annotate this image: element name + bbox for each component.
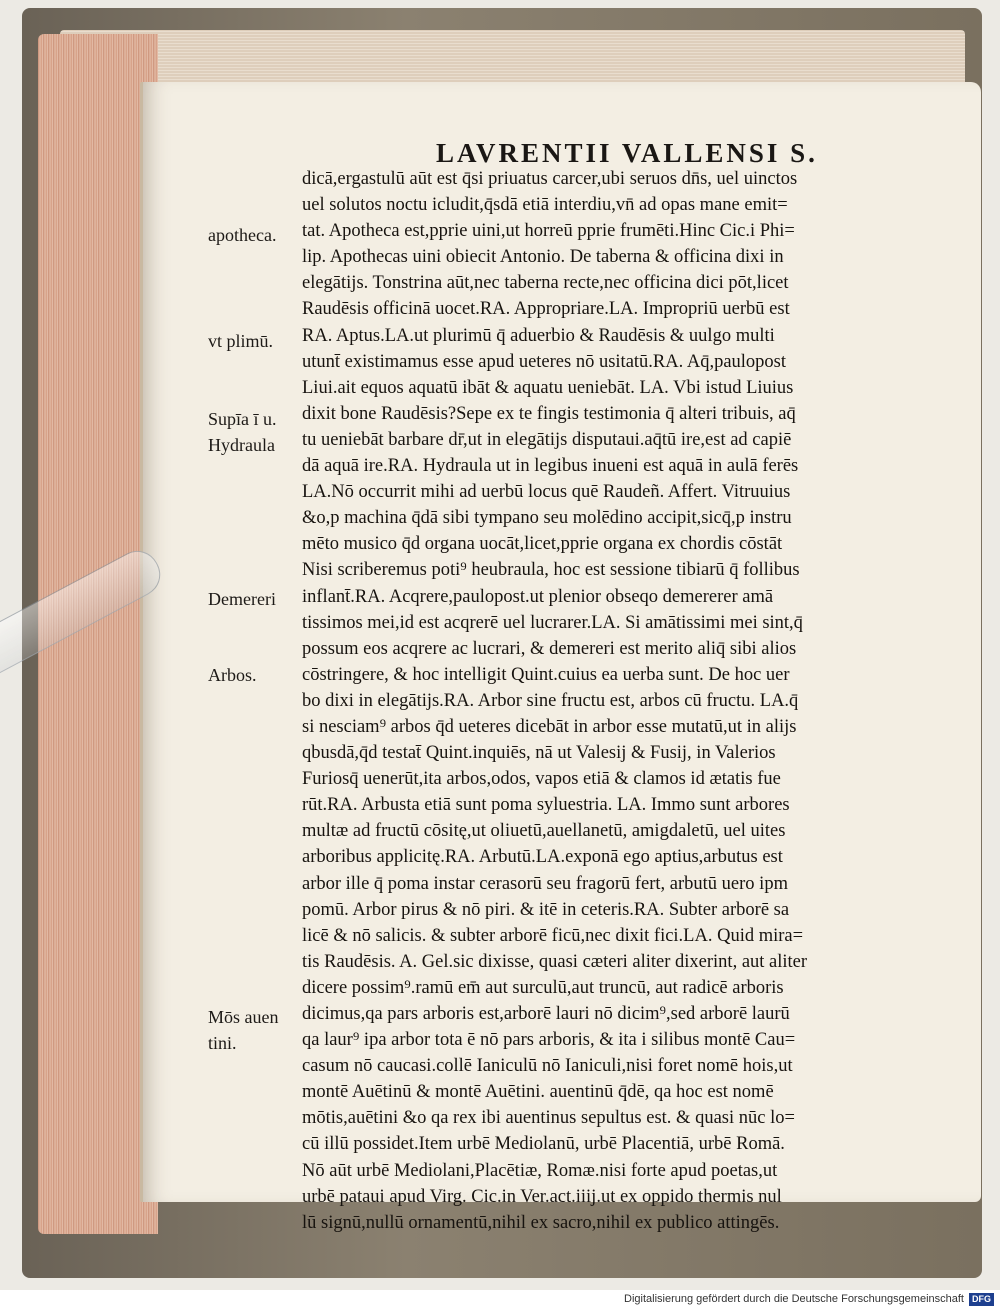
text-line: si nesciam⁹ arbos q̄d ueteres dicebāt in arbor esse mutatū,ut in alijs bbox=[302, 716, 797, 737]
margin-note-arbos: Arbos. bbox=[208, 665, 257, 685]
dfg-logo: DFG bbox=[969, 1293, 994, 1306]
margin-note-demereri: Demereri bbox=[208, 589, 276, 609]
text-line: Liui.ait equos aquatū ibāt & aquatu ueniebāt. LA. Vbi istud Liuius bbox=[302, 377, 794, 398]
text-line: dā aquā ire.RA. Hydraula ut in legibus inueni est aquā in aulā ferēs bbox=[302, 456, 799, 477]
text-line: bo dixi in elegātijs.RA. Arbor sine fructu est, arbos cū fructu. LA.q̄ bbox=[302, 690, 799, 711]
text-line: arbor ille q̄ poma instar cerasorū seu fragorū fert, arbutū uero ipm bbox=[302, 873, 788, 894]
text-line: LA.Nō occurrit mihi ad uerbū locus quē Raudeñ. Affert. Vitruuius bbox=[302, 482, 791, 503]
text-line: mēto musico q̄d organa uocāt,licet,pprie organa ex chordis cōstāt bbox=[302, 534, 783, 555]
text-line: cū illū possidet.Item urbē Mediolanū, urbē Placentiā, urbē Romā. bbox=[302, 1134, 785, 1155]
text-line: dicere possim⁹.ramū em̄ aut surculū,aut truncū, aut radicē arboris bbox=[302, 977, 784, 998]
margin-note-supiaiu: Supīa ī u. bbox=[208, 409, 277, 429]
text-line: RA. Aptus.LA.ut plurimū q̄ aduerbio & Raudēsis & uulgo multi bbox=[302, 325, 775, 346]
margin-note-vt-plimu: vt plimū. bbox=[208, 331, 274, 351]
text-line: Furiosq̄ uenerūt,ita arbos,odos, vapos etiā & clamos id ætatis fue bbox=[302, 769, 781, 790]
text-line: possum eos acqrere ac lucrari, & demereri est merito aliq̄ sibi alios bbox=[302, 638, 797, 659]
text-line: urbē pataui apud Virg. Cic.in Ver.act.iiij.ut ex oppido thermis nul bbox=[302, 1186, 782, 1207]
text-line: tissimos mei,id est acqrerē uel lucrarer.LA. Si amātissimi mei sint,q̄ bbox=[302, 612, 803, 633]
text-line: qa laur⁹ ipa arbor tota ē nō pars arboris, & ita i silibus montē Cau= bbox=[302, 1030, 796, 1051]
text-line: qbusdā,q̄d testat̄ Quint.inquiēs, nā ut Valesij & Fusij, in Valerios bbox=[302, 743, 776, 764]
text-line: utunt̄ existimamus esse apud ueteres nō usitatū.RA. Aq̄,paulopost bbox=[302, 351, 787, 372]
text-line: montē Auētinū & montē Auētini. auentinū q̄dē, qa hoc est nomē bbox=[302, 1082, 774, 1103]
text-line: uel solutos noctu icludit,q̄sdā etiā interdiu,vn̄ ad opas mane emit= bbox=[302, 195, 788, 216]
text-line: casum nō caucasi.collē Ianiculū nō Ianiculi,nisi foret nomē hois,ut bbox=[302, 1056, 793, 1077]
footer-bar bbox=[0, 1290, 1000, 1309]
footer-credit: Digitalisierung gefördert durch die Deutsche Forschungsgemeinschaft bbox=[624, 1293, 964, 1305]
text-line: licē & nō salicis. & subter arborē ficū,nec dixit fici.LA. Quid mira= bbox=[302, 925, 804, 946]
margin-note-hydraula: Hydraula bbox=[208, 435, 275, 455]
text-line: tis Raudēsis. A. Gel.sic dixisse, quasi cæteri aliter dixerint, aut aliter bbox=[302, 951, 808, 972]
text-line: lū signū,nullū ornamentū,nihil ex sacro,nihil ex publico attingēs. bbox=[302, 1212, 780, 1233]
text-line: lip. Apothecas uini obiecit Antonio. De taberna & officina dixi in bbox=[302, 247, 784, 268]
text-line: tat. Apotheca est,pprie uini,ut horreū pprie frumēti.Hinc Cic.i Phi= bbox=[302, 221, 795, 242]
text-line: Nō aūt urbē Mediolani,Placētiæ, Romæ.nisi forte apud poetas,ut bbox=[302, 1160, 778, 1181]
text-line: pomū. Arbor pirus & nō piri. & itē in ceteris.RA. Subter arborē sa bbox=[302, 899, 790, 920]
text-line: multæ ad fructū cōsitę,ut oliuetū,auellanetū, amigdaletū, uel uites bbox=[302, 821, 786, 842]
text-line: Nisi scriberemus poti⁹ heubraula, hoc est sessione tibiarū q̄ follibus bbox=[302, 560, 800, 581]
text-line: inflant̄.RA. Acqrere,paulopost.ut plenior obseqo demererer amā bbox=[302, 586, 774, 607]
text-line: dicā,ergastulū aūt est q̄si priuatus carcer,ubi seruos dn̄s, uel uinctos bbox=[302, 169, 798, 189]
text-line: &o,p machina q̄dā sibi tympano seu molēdino accipit,sicq̄,p instru bbox=[302, 508, 792, 529]
text-line: dixit bone Raudēsis?Sepe ex te fingis testimonia q̄ alteri tribuis, aq̄ bbox=[302, 403, 796, 424]
text-line: rūt.RA. Arbusta etiā sunt poma syluestria. LA. Immo sunt arbores bbox=[302, 795, 790, 816]
body-text bbox=[302, 166, 912, 1236]
running-head: LAVRENTII VALLENSI S. bbox=[436, 138, 818, 168]
text-line: cōstringere, & hoc intelligit Quint.cuius ea uerba sunt. De hoc uer bbox=[302, 664, 790, 685]
text-line: tu ueniebāt barbare dr̄,ut in elegātijs disputaui.aq̄tū ire,est ad capiē bbox=[302, 429, 792, 450]
text-line: Raudēsis officinā uocet.RA. Appropriare.LA. Impropriū uerbū est bbox=[302, 299, 790, 320]
margin-note-mos-auen: Mōs auen bbox=[208, 1007, 279, 1027]
text-line: dicimus,qa pars arboris est,arborē lauri nō dicim⁹,sed arborē laurū bbox=[302, 1004, 790, 1024]
margin-note-tini: tini. bbox=[208, 1033, 237, 1053]
text-line: arboribus applicitę.RA. Arbutū.LA.exponā ego aptius,arbutus est bbox=[302, 847, 783, 868]
margin-note-apotheca: apotheca. bbox=[208, 225, 277, 245]
text-line: elegātijs. Tonstrina aūt,nec taberna recte,nec officina dici pōt,licet bbox=[302, 273, 789, 294]
text-line: mōtis,auētini &o qa rex ibi auentinus sepultus est. & quasi nūc lo= bbox=[302, 1108, 795, 1129]
